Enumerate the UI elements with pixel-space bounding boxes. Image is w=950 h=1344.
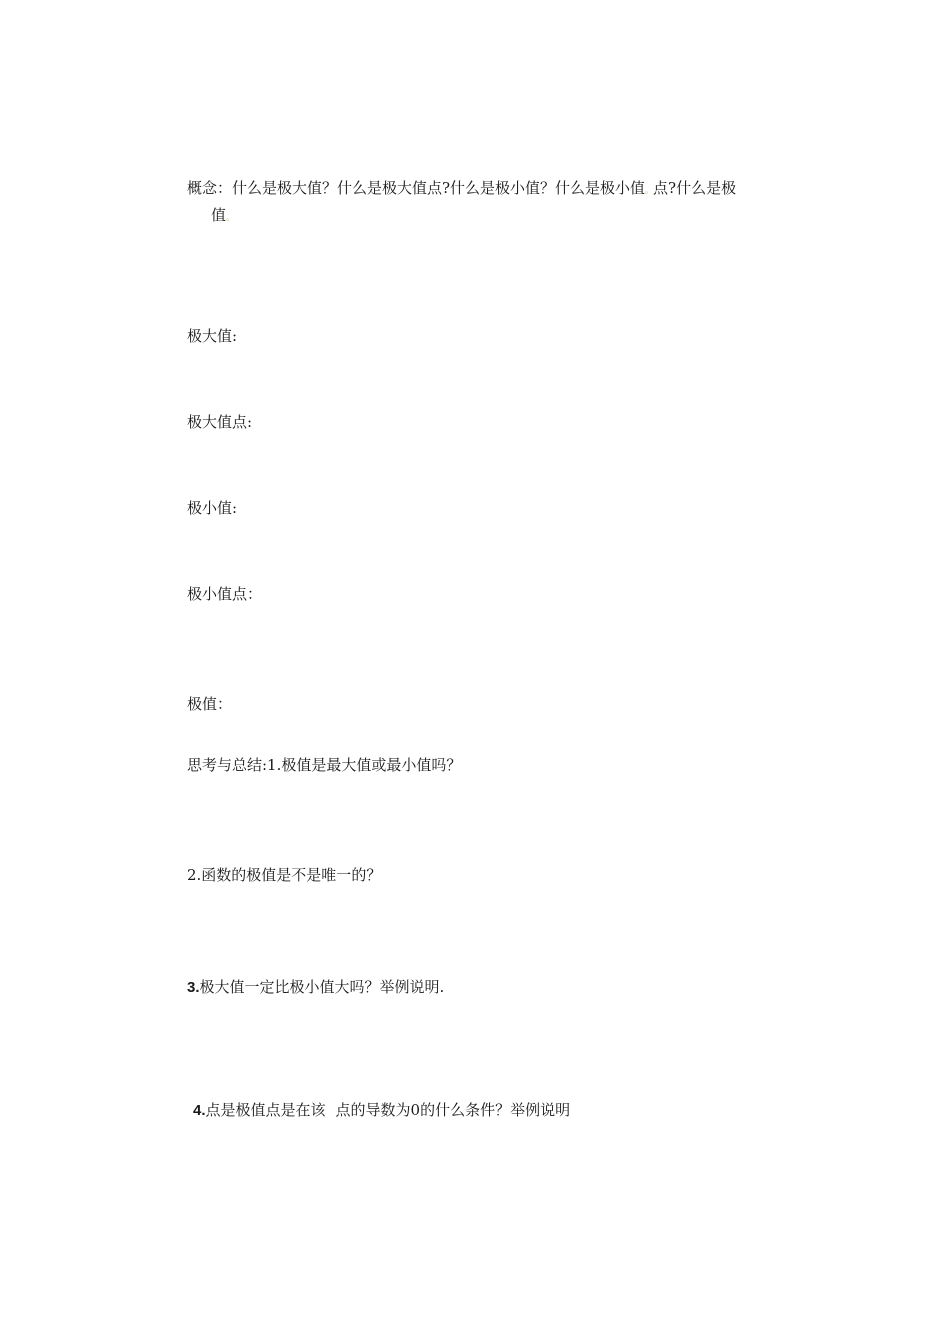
definition-extreme-value: 极值： <box>187 695 233 713</box>
edit-mark: 。 <box>645 186 654 195</box>
question-4-text-a: 点是极值点是在该 <box>205 1101 326 1119</box>
question-3-text: 极大值一定比极小值大吗？举例说明. <box>199 978 445 996</box>
definition-max-value: 极大值: <box>187 327 238 345</box>
concept-prompt <box>187 176 812 230</box>
question-3 <box>187 976 444 999</box>
definition-min-value: 极小值: <box>187 499 238 517</box>
definition-max-point: 极大值点: <box>187 413 253 431</box>
concept-text-part3: 值 <box>211 206 227 224</box>
question-4-text-b: 点的导数为0的什么条件？举例说明 <box>335 1101 571 1119</box>
question-4 <box>193 1099 570 1122</box>
concept-text-part2: 点?什么是极 <box>653 179 737 197</box>
question-4-number: 4. <box>193 1102 206 1119</box>
concept-continuation <box>187 203 812 230</box>
edit-mark: 。 <box>226 213 235 222</box>
question-3-number: 3. <box>187 979 200 996</box>
concept-text-part1: 概念：什么是极大值？什么是极大值点?什么是极小值？什么是极小值 <box>187 179 646 197</box>
question-1: 思考与总结:1.极值是最大值或最小值吗？ <box>187 756 462 774</box>
question-2: 2.函数的极值是不是唯一的？ <box>187 866 382 884</box>
definition-min-point: 极小值点： <box>187 585 263 603</box>
